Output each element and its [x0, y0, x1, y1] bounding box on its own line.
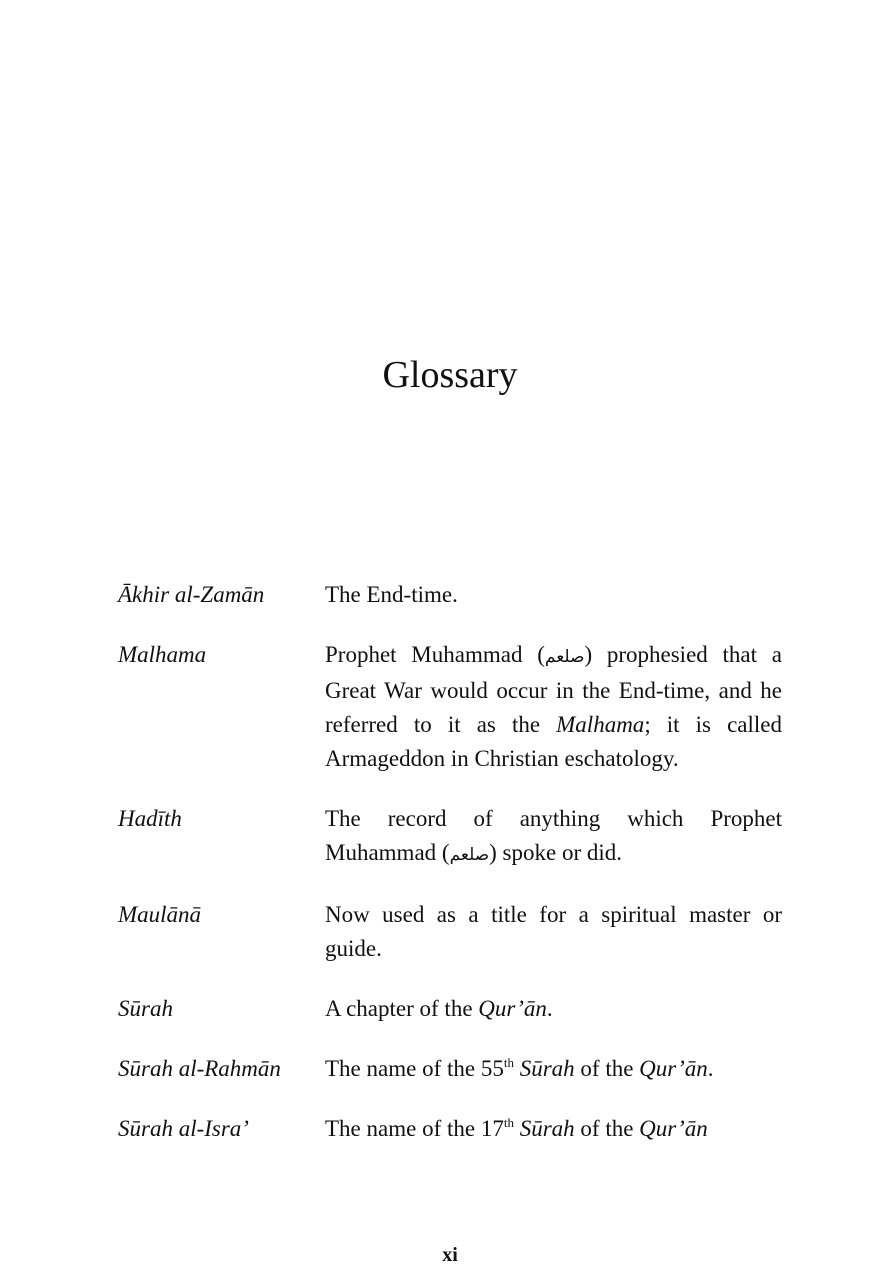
definition-text: .: [546, 996, 553, 1021]
ordinal-suffix: th: [503, 1055, 514, 1070]
definition-text: A chapter of the: [325, 996, 479, 1021]
definition-text: Now used as a title for a spiritual master or guide.: [325, 902, 782, 961]
glossary-entry: [118, 898, 782, 966]
definition-text: The End-time.: [325, 582, 458, 607]
definition-text: .: [707, 1056, 714, 1081]
glossary-list: [118, 578, 782, 1172]
glossary-definition: [325, 1112, 782, 1146]
glossary-entry: [118, 638, 782, 776]
glossary-term: Sūrah al-Isra’: [118, 1116, 249, 1141]
arabic-honorific: صلعم: [449, 845, 490, 865]
glossary-term: Ākhir al-Zamān: [118, 582, 265, 607]
glossary-definition: [325, 1052, 782, 1086]
definition-text: ) prophesied that a Great War would occur in the End-time, and he referred to it as the: [325, 642, 782, 737]
glossary-definition: [325, 898, 782, 966]
definition-text: ; it is called Armageddon in Christian eschatology.: [325, 712, 782, 771]
glossary-definition: [325, 578, 782, 612]
definition-italic-term: Sūrah: [519, 1116, 575, 1141]
ordinal-suffix: th: [503, 1115, 514, 1130]
definition-italic-term: Qur’ān: [478, 996, 547, 1021]
glossary-definition: [325, 638, 782, 776]
page-title: Glossary: [382, 354, 518, 396]
definition-text: ) spoke or did.: [489, 840, 623, 865]
glossary-definition: [325, 802, 782, 872]
glossary-entry: [118, 992, 782, 1026]
glossary-entry: [118, 578, 782, 612]
definition-text: of the: [574, 1056, 640, 1081]
glossary-term: Malhama: [118, 642, 207, 667]
glossary-term: Maulānā: [118, 902, 202, 927]
definition-italic-term: Qur’ān: [639, 1056, 708, 1081]
glossary-term: Sūrah: [118, 996, 173, 1021]
definition-text: The name of the 55: [325, 1056, 504, 1081]
page-number: xi: [442, 1244, 458, 1266]
definition-italic-term: Qur’ān: [639, 1116, 708, 1141]
glossary-entry: [118, 802, 782, 872]
definition-text: The record of anything which Prophet Muhammad (: [325, 806, 782, 865]
arabic-honorific: صلعم: [544, 647, 585, 667]
glossary-term: Hadīth: [118, 806, 182, 831]
definition-italic-term: Malhama: [556, 712, 645, 737]
definition-text: of the: [574, 1116, 640, 1141]
glossary-term: Sūrah al-Rahmān: [118, 1056, 281, 1081]
glossary-definition: [325, 992, 782, 1026]
definition-italic-term: Sūrah: [519, 1056, 575, 1081]
glossary-entry: [118, 1112, 782, 1146]
glossary-entry: [118, 1052, 782, 1086]
definition-text: Prophet Muhammad (: [325, 642, 545, 667]
definition-text: The name of the 17: [325, 1116, 504, 1141]
